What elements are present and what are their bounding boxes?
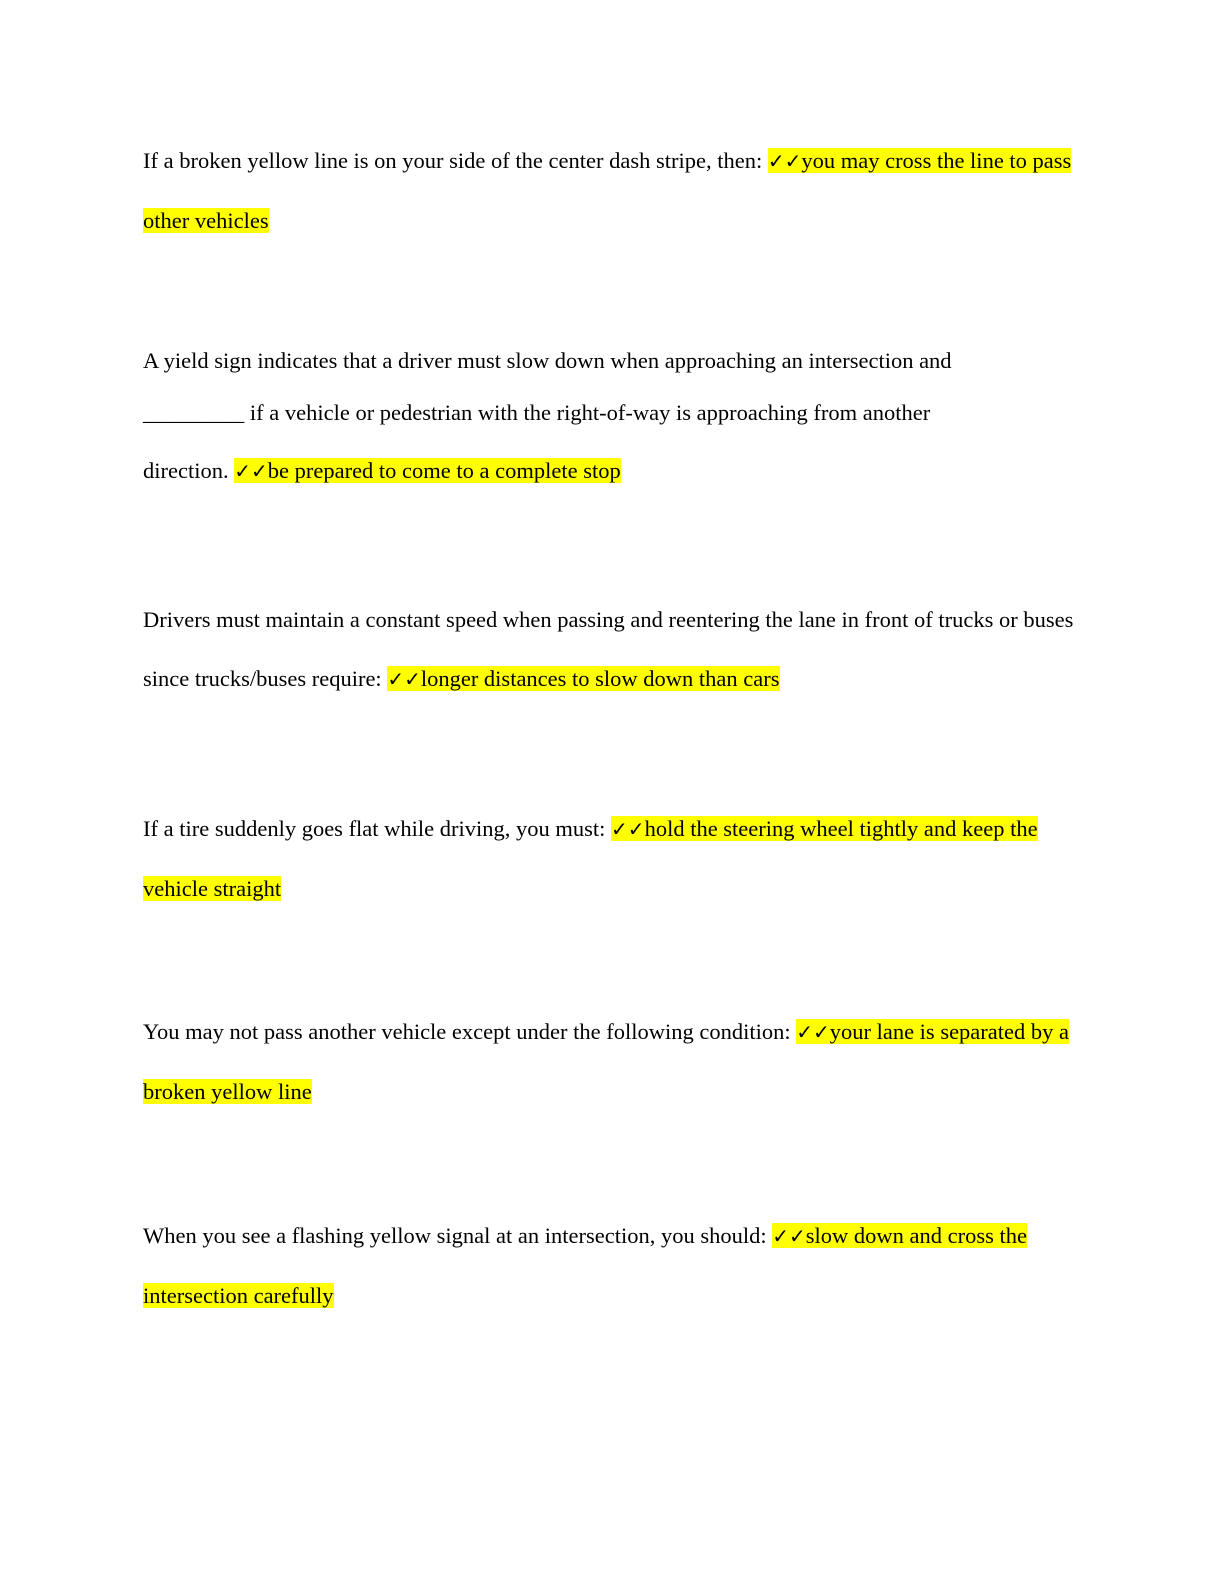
answer-highlight	[387, 666, 779, 691]
question-text: If a broken yellow line is on your side of the center dash stripe, then:	[143, 148, 768, 173]
double-check-icon: ✓✓	[796, 1020, 830, 1044]
answer-text: longer distances to slow down than cars	[420, 666, 780, 691]
double-check-icon: ✓✓	[387, 667, 421, 691]
question-text: direction.	[143, 458, 235, 483]
qa-item	[143, 590, 1083, 709]
question-line: _________ if a vehicle or pedestrian with the right-of-way is approaching from another	[143, 400, 931, 425]
question-text: Drivers must maintain a constant speed when passing and reentering the lane in front of trucks or buses since trucks/buses require:	[143, 607, 1074, 691]
qa-item	[143, 131, 1083, 250]
question-text: When you see a flashing yellow signal at an intersection, you should:	[143, 1223, 773, 1248]
double-check-icon: ✓✓	[611, 817, 645, 841]
question-text: You may not pass another vehicle except under the following condition:	[143, 1019, 797, 1044]
answer-text: you may cross the line to pass other vehicles	[143, 148, 1072, 233]
answer-text: hold the steering wheel tightly and keep the vehicle straight	[143, 816, 1038, 901]
qa-item	[143, 1002, 1083, 1121]
answer-text: your lane is separated by a broken yellow line	[143, 1019, 1070, 1104]
question-line	[143, 439, 1083, 503]
qa-item	[143, 331, 1083, 503]
answer-text: slow down and cross the intersection carefully	[143, 1223, 1027, 1308]
answer-highlight	[234, 458, 621, 483]
answer-text: be prepared to come to a complete stop	[267, 458, 621, 483]
double-check-icon: ✓✓	[767, 149, 802, 173]
double-check-icon: ✓✓	[772, 1224, 806, 1248]
qa-item	[143, 1206, 1083, 1325]
question-line: A yield sign indicates that a driver must slow down when approaching an intersection and	[143, 348, 952, 373]
qa-item	[143, 799, 1083, 918]
double-check-icon: ✓✓	[234, 459, 268, 483]
question-text: If a tire suddenly goes flat while driving, you must:	[143, 816, 612, 841]
